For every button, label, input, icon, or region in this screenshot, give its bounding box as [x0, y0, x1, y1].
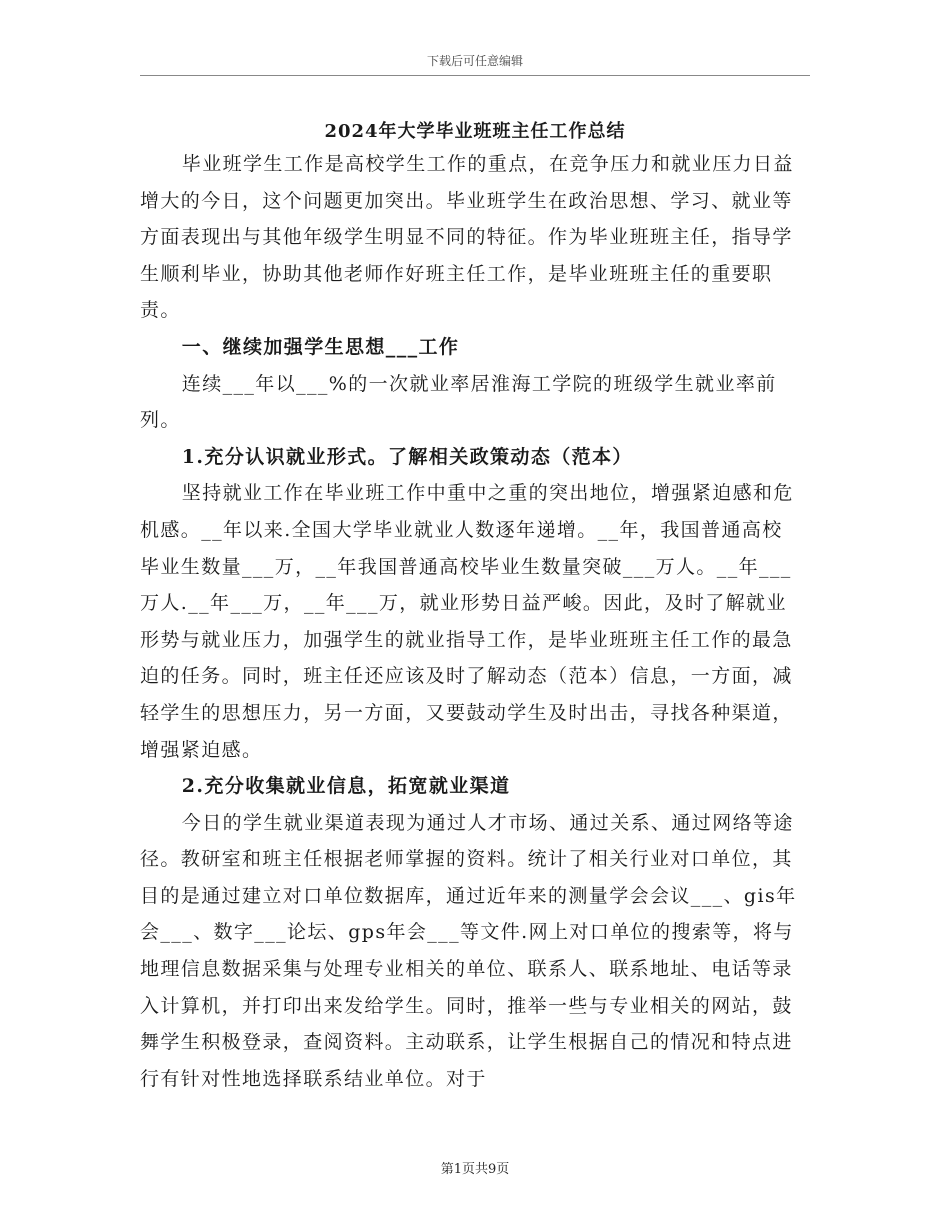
paragraph-intro: 毕业班学生工作是高校学生工作的重点，在竞争压力和就业压力日益增大的今日，这个问题更加突出。毕业班学生在政治思想、学习、就业等方面表现出与其他年级学生明显不同的特征。作为毕业班班主任，指导学生顺利毕业，协助其他老师作好班主任工作，是毕业班班主任的重要职责。 — [140, 153, 794, 322]
subheading-1: 1.充分认识就业形式。了解相关政策动态（范本） — [181, 445, 633, 468]
paragraph-employment-form: 坚持就业工作在毕业班工作中重中之重的突出地位，增强紧迫感和危机感。__年以来.全国大学毕业就业人数逐年递增。__年，我国普通高校毕业生数量___万，__年我国普通高校毕业生数量突破___万人。__年___万人.__年___万，__年___万，就业形势日益严峻。因此，及时了解就业形势与就业压力，加强学生的就业指导工作，是毕业班班主任工作的最急迫的任务。同时，班主任还应该及时了解动态（范本）信息，一方面，减轻学生的思想压力，另一方面，又要鼓动学生及时出击，寻找各种渠道，增强紧迫感。 — [140, 482, 794, 761]
subheading-2: 2.充分收集就业信息，拓宽就业渠道 — [181, 775, 511, 798]
paragraph-employment-rate: 连续___年以___%的一次就业率居淮海工学院的班级学生就业率前列。 — [140, 372, 777, 432]
page-footer: 第1页共9页 — [440, 1162, 510, 1177]
header-divider — [140, 75, 810, 76]
document-title: 2024年大学毕业班班主任工作总结 — [324, 121, 626, 142]
section-heading-1: 一、继续加强学生思想___工作 — [181, 335, 460, 358]
page-header: 下载后可任意编辑 — [426, 54, 523, 68]
document-body — [140, 146, 800, 1097]
paragraph-employment-info: 今日的学生就业渠道表现为通过人才市场、通过关系、通过网络等途径。教研室和班主任根据老师掌握的资料。统计了相关行业对口单位，其目的是通过建立对口单位数据库，通过近年来的测量学会会议___、gis年会___、数字___论坛、gps年会___等文件.网上对口单位的搜索等，将与地理信息数据采集与处理专业相关的单位、联系人、联系地址、电话等录入计算机，并打印出来发给学生。同时，推举一些与专业相关的网站，鼓舞学生积极登录，查阅资料。主动联系，让学生根据自己的情况和特点进行有针对性地选择联系结业单位。对于 — [140, 811, 797, 1090]
